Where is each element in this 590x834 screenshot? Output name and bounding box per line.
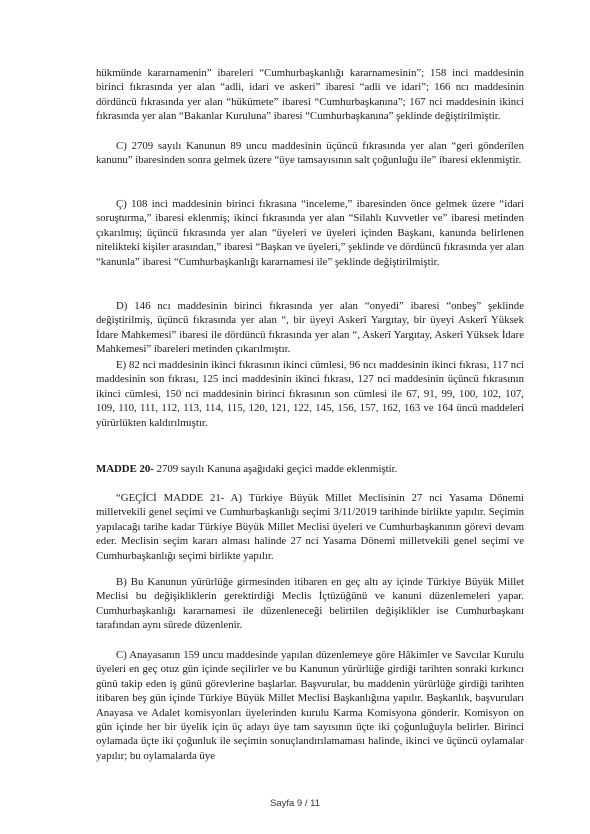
madde-20-label: MADDE 20- [96,463,154,475]
page-number: Sayfa 9 / 11 [270,798,320,809]
madde-20-heading [96,462,524,476]
gecici-madde-b: B) Bu Kanunun yürürlüğe girmesinden itibaren en geç altı ay içinde Türkiye Büyük Millet Meclisi bu değişikliklerin gerektirdiği Meclis İçtüzüğünü ve kanuni düzenlemeleri yapar. Cumhurbaşkanlığı kararnamesi ile düzenleneceği belirtilen değişiklikler ise Cumhurbaşkanı tarafından aynı sürede düzenlenir. [96,576,524,632]
gecici-madde-c: C) Anayasanın 159 uncu maddesinde yapılan düzenlemeye göre Hâkimler ve Savcılar Kurulu üyeleri en geç otuz gün içinde seçilirler ve bu Kanunun yürürlüğe girdiği tarihten sonraki kırkıncı günü takip eden iş günü görevlerine başlarlar. Başvurular, bu maddenin yürürlüğe girdiği tarihten itibaren beş gün içinde Türkiye Büyük Millet Meclisi Başkanlığına yapılır. Başkanlık, başvuruları Anayasa ve Adalet komisyonları üyelerinden kurulu Karma Komisyona gönderir. Komisyon on gün içinde her bir üyelik için üç adayı üye tam sayısının üçte iki çoğunluğuyla belirler. Birinci oylamada üçte iki çoğunluk ile seçimin sonuçlandırılamaması halinde, ikinci ve üçüncü oylamalar yapılır; bu oylamalarda üye [96,649,524,762]
paragraph-c: C) 2709 sayılı Kanunun 89 uncu maddesinin üçüncü fıkrasında yer alan “geri gönderilen kanunu” ibaresinden sonra gelmek üzere “üye tamsayısının salt çoğunluğu ile” ibaresi eklenmiştir. [96,140,524,167]
madde-20-text: 2709 sayılı Kanuna aşağıdaki geçici madde eklenmiştir. [153,463,398,475]
paragraph-continuation: hükmünde kararnamenin” ibareleri “Cumhurbaşkanlığı kararnamesinin”; 158 inci maddesinin birinci fıkrasında yer alan “adli, idari ve askeri” ibaresi “adli ve idari”; 166 ncı maddesinin dördüncü fıkrasında yer alan “hükümete” ibaresi “Cumhurbaşkanına”; 167 nci maddesinin ikinci fıkrasında yer alan “Bakanlar Kuruluna” ibaresi “Cumhurbaşkanına” şeklinde değiştirilmiştir. [96,67,524,123]
paragraph-d: D) 146 ncı maddesinin birinci fıkrasında yer alan “onyedi” ibaresi “onbeş” şeklinde değiştirilmiş, üçüncü fıkrasında yer alan “, bir üyeyi Askerî Yargıtay, bir üyeyi Askerî Yüksek İdare Mahkemesi” ibaresi ile dördüncü fıkrasında yer alan “, Askerî Yargıtay, Askerî Yüksek İdare Mahkemesi” ibareleri metinden çıkarılmıştır. [96,300,524,356]
paragraph-e: E) 82 nci maddesinin ikinci fıkrasının ikinci cümlesi, 96 ncı maddesinin ikinci fıkrası, 117 nci maddesinin son fıkrası, 125 inci maddesinin ikinci fıkrası, 127 nci maddesinin üçüncü fıkrasının ikinci cümlesi, 150 nci maddesinin birinci fıkrasının son cümlesi ile 67, 91, 99, 100, 102, 107, 109, 110, 111, 112, 113, 114, 115, 120, 121, 122, 145, 156, 157, 162, 163 ve 164 üncü maddeleri yürürlükten kaldırılmıştır. [96,359,524,429]
gecici-madde-a: “GEÇİCİ MADDE 21- A) Türkiye Büyük Millet Meclisinin 27 nci Yasama Dönemi milletvekili genel seçimi ve Cumhurbaşkanlığı seçimi 3/11/2019 tarihinde birlikte yapılır. Seçimin yapılacağı tarihe kadar Türkiye Büyük Millet Meclisi üyeleri ve Cumhurbaşkanının görevi devam eder. Meclisin seçim kararı alması halinde 27 nci Yasama Dönemi milletvekili genel seçimi ve Cumhurbaşkanlığı seçimi birlikte yapılır. [96,492,524,562]
paragraph-cc: Ç) 108 inci maddesinin birinci fıkrasına “inceleme,” ibaresinden önce gelmek üzere “idari soruşturma,” ibaresi eklenmiş; ikinci fıkrasında yer alan “Silahlı Kuvvetler ve” ibaresi metinden çıkarılmış; üçüncü fıkrasında yer alan “üyeleri ve üyeleri içinden Başkanı, kanunda belirlenen nitelikteki kişiler arasından,” ibaresi “Başkan ve üyeleri,” şeklinde ve dördüncü fıkrasında yer alan “kanunla” ibaresi “Cumhurbaşkanlığı kararnamesi ile” şeklinde değiştirilmiştir. [96,198,524,268]
